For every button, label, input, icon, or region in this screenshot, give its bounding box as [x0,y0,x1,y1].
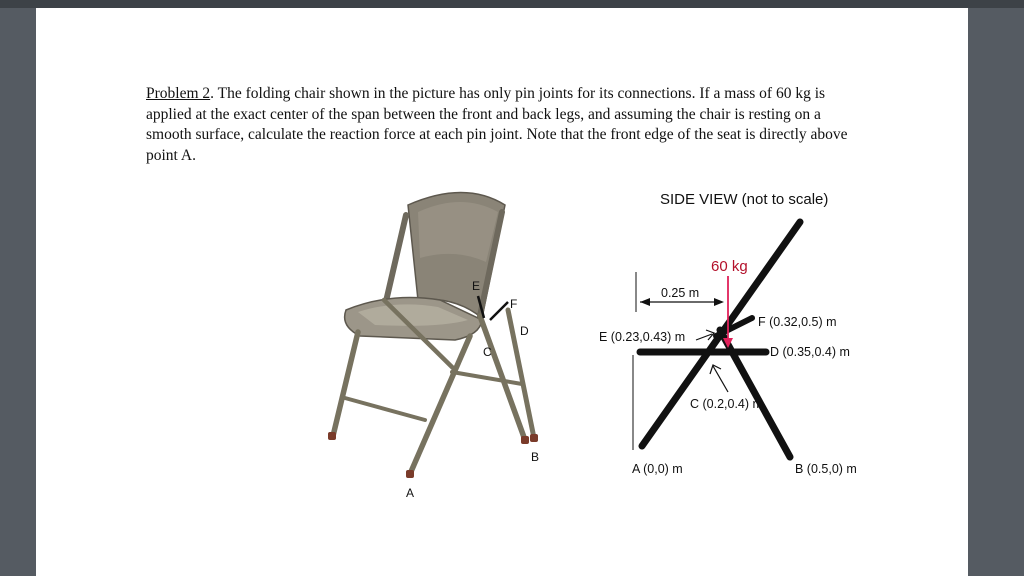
dimension-label: 0.25 m [661,286,700,300]
photo-label-d: D [520,324,529,338]
point-c-label: C (0.2,0.4) m [690,397,763,411]
point-f-label: F (0.32,0.5) m [758,315,837,329]
point-a-label: A (0,0) m [632,462,683,476]
point-d-label: D (0.35,0.4) m [770,345,850,359]
load-label: 60 kg [711,258,748,275]
diagram-title: SIDE VIEW (not to scale) [660,191,829,208]
photo-label-f: F [510,297,518,311]
photo-label-e: E [472,279,481,293]
problem-text: . The folding chair shown in the picture has only pin joints for its connections. If a mass of 60 kg is applied at the exact center of the span between the front and back legs, and assuming the chair is resting on a smooth surface, calculate the reaction force at each pin joint. Note that the front edge of the seat is directly above point A. [146,85,848,164]
point-e-label: E (0.23,0.43) m [599,330,686,344]
photo-label-a: A [406,486,415,500]
photo-label-b: B [531,450,540,464]
chair-photo [328,193,539,501]
photo-label-c: C [483,345,492,359]
point-b-label: B (0.5,0) m [795,462,857,476]
side-view-diagram [599,222,857,476]
problem-label: Problem 2 [146,85,211,102]
